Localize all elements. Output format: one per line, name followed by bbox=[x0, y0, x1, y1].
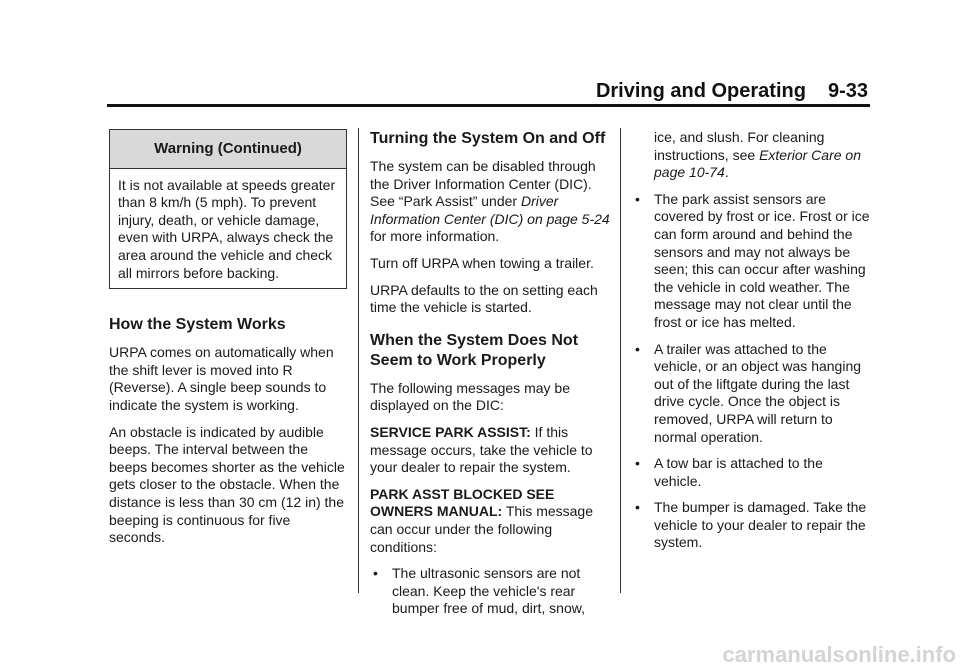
column-3 bbox=[632, 129, 872, 561]
text: ice, and slush. For cleaning instructions, see bbox=[654, 129, 825, 163]
header-rule bbox=[107, 104, 870, 107]
text: The system can be disabled through the Driver Information Center (DIC). See “Park Assist” under bbox=[370, 158, 596, 210]
message-service bbox=[370, 424, 610, 477]
cross-reference-link[interactable]: Exterior Care on page 10‑74 bbox=[654, 146, 861, 181]
paragraph: Turn off URPA when towing a trailer. bbox=[370, 254, 594, 271]
text: . bbox=[724, 164, 729, 181]
bullet-text: The bumper is damaged. Take the vehicle to your dealer to repair the system. bbox=[654, 499, 867, 551]
column-divider-1 bbox=[358, 128, 359, 593]
bullet-item bbox=[632, 191, 872, 332]
column-1 bbox=[109, 129, 347, 556]
paragraph: An obstacle is indicated by audible beeps. The interval between the beeps becomes shorter as the vehicle gets closer to the obstacle. When the distance is less than 30 cm (12 in) the beeping is continuous for five seconds. bbox=[109, 423, 345, 546]
bullet-icon: • bbox=[635, 340, 640, 357]
bullet-item bbox=[632, 499, 872, 552]
section-title: Driving and Operating bbox=[595, 80, 806, 102]
bullet-text: A tow bar is attached to the vehicle. bbox=[654, 455, 823, 489]
column-2 bbox=[370, 129, 610, 627]
cross-reference-link[interactable]: Driver Information Center (DIC) on page 5‑24 bbox=[370, 193, 610, 227]
bullet-item bbox=[632, 455, 872, 490]
bullet-text: The park assist sensors are covered by frost or ice. Frost or ice can form around and behind the sensors and may not always be seen; this can occur after washing the vehicle in cold weather. The message may not clear until the frost or ice has melted. bbox=[654, 190, 870, 330]
watermark: carmanualsonline.info bbox=[722, 642, 956, 667]
bullet-icon: • bbox=[373, 565, 378, 582]
message-label: SERVICE PARK ASSIST: bbox=[370, 423, 531, 440]
paragraph: URPA comes on automatically when the shift lever is moved into R (Reverse). A single beep sounds to indicate the system is working. bbox=[109, 344, 334, 413]
page-header bbox=[560, 80, 868, 103]
warning-box bbox=[109, 129, 347, 289]
bullet-item bbox=[632, 341, 872, 447]
bullet-icon: • bbox=[635, 499, 640, 516]
heading-how-system-works: How the System Works bbox=[109, 316, 286, 334]
bullet-text: The ultrasonic sensors are not clean. Keep the vehicle's rear bumper free of mud, dirt, snow, bbox=[392, 565, 585, 617]
message-label: PARK ASST BLOCKED SEE OWNERS MANUAL: bbox=[370, 485, 555, 520]
message-text: If this message occurs, take the vehicle to your dealer to repair the system. bbox=[370, 423, 593, 476]
paragraph bbox=[370, 158, 610, 246]
heading-turning-on-off: Turning the System On and Off bbox=[370, 130, 606, 147]
text: for more information. bbox=[370, 228, 500, 245]
bullet-icon: • bbox=[635, 455, 640, 472]
warning-title: Warning (Continued) bbox=[110, 130, 346, 169]
paragraph: URPA defaults to the on setting each time the vehicle is started. bbox=[370, 281, 598, 316]
bullet-icon: • bbox=[635, 190, 640, 207]
message-blocked bbox=[370, 486, 610, 556]
bullet-continuation bbox=[632, 129, 872, 182]
heading-not-working: When the System Does Not Seem to Work Properly bbox=[370, 331, 579, 369]
bullet-item bbox=[370, 565, 610, 618]
page-number: 9-33 bbox=[827, 80, 868, 102]
warning-body: It is not available at speeds greater than 8 km/h (5 mph). To prevent injury, death, or vehicle damage, even with URPA, always check the area around the vehicle and check all mirrors before backing. bbox=[118, 176, 336, 281]
column-divider-2 bbox=[620, 128, 621, 593]
paragraph: The following messages may be displayed on the DIC: bbox=[370, 379, 570, 414]
bullet-text: A trailer was attached to the vehicle, or an object was hanging out of the liftgate during the last drive cycle. Once the object is removed, URPA will return to normal operation. bbox=[654, 340, 862, 445]
message-text: This message can occur under the following conditions: bbox=[370, 503, 594, 555]
